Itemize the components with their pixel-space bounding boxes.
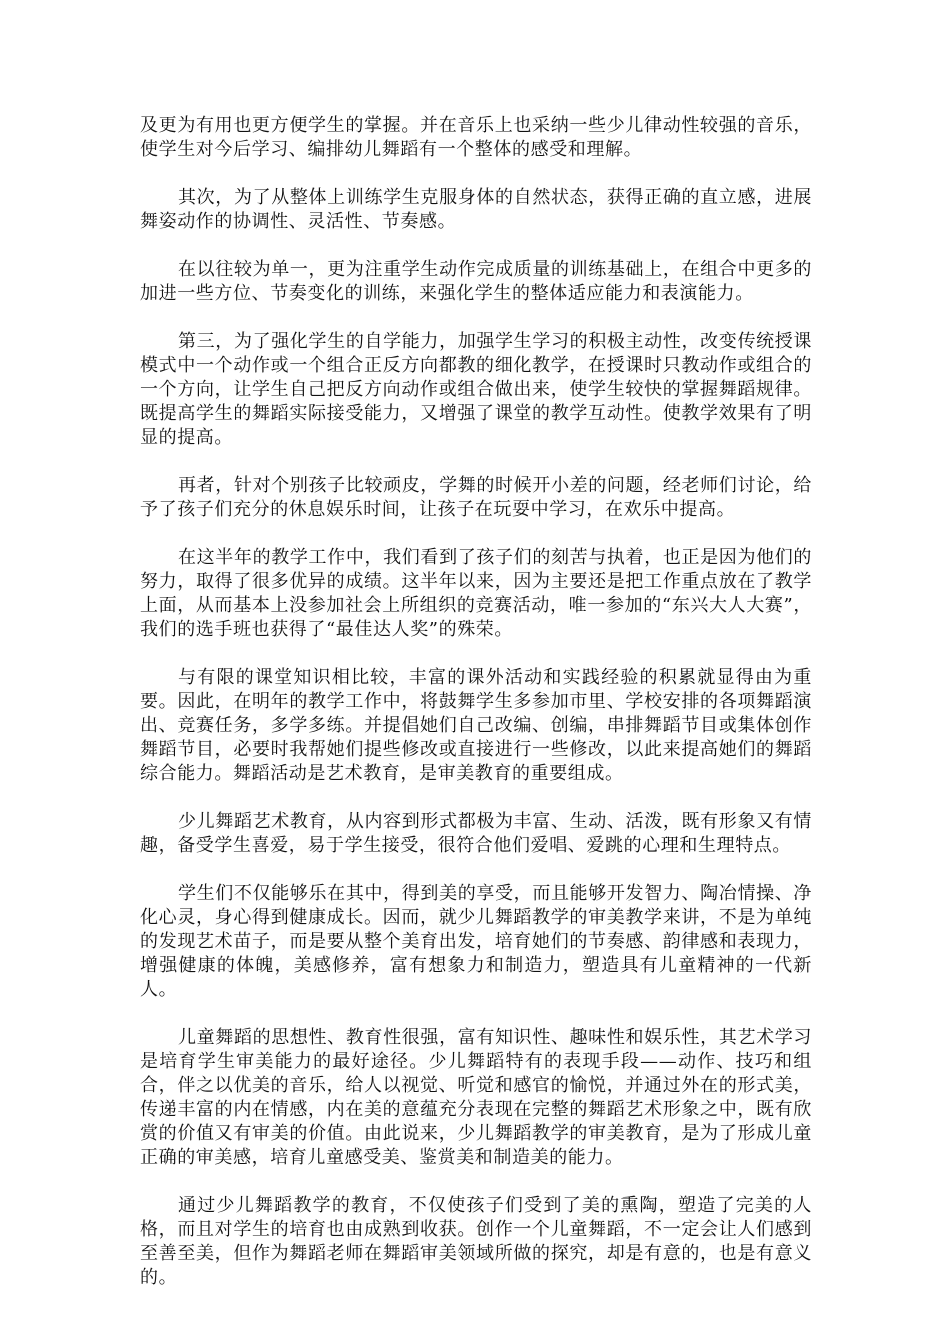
- paragraph: 在这半年的教学工作中，我们看到了孩子们的刻苦与执着，也正是因为他们的努力，取得了很多优异的成绩。这半年以来，因为主要还是把工作重点放在了教学上面，从而基本上没参加社会上所组织的竞赛活动，唯一参加的“东兴大人大赛”，我们的选手班也获得了“最佳达人奖”的殊荣。: [140, 547, 812, 640]
- paragraph: 第三，为了强化学生的自学能力，加强学生学习的积极主动性，改变传统授课模式中一个动作或一个组合正反方向都教的细化教学，在授课时只教动作或组合的一个方向，让学生自己把反方向动作或组合做出来，使学生较快的掌握舞蹈规律。既提高学生的舞蹈实际接受能力，又增强了课堂的教学互动性。使教学效果有了明显的提高。: [140, 331, 812, 448]
- paragraph: 儿童舞蹈的思想性、教育性很强，富有知识性、趣味性和娱乐性，其艺术学习是培育学生审美能力的最好途径。少儿舞蹈特有的表现手段——动作、技巧和组合，伴之以优美的音乐，给人以视觉、听觉和感官的愉悦，并通过外在的形式美，传递丰富的内在情感，内在美的意蕴充分表现在完整的舞蹈艺术形象之中，既有欣赏的价值又有审美的价值。由此说来，少儿舞蹈教学的审美教育，是为了形成儿童正确的审美感，培育儿童感受美、鉴赏美和制造美的能力。: [140, 1027, 812, 1168]
- paragraph: 再者，针对个别孩子比较顽皮，学舞的时候开小差的问题，经老师们讨论，给予了孩子们充分的休息娱乐时间，让孩子在玩耍中学习，在欢乐中提高。: [140, 475, 812, 520]
- paragraph: 少儿舞蹈艺术教育，从内容到形式都极为丰富、生动、活泼，既有形象又有情趣，备受学生喜爱，易于学生接受，很符合他们爱唱、爱跳的心理和生理特点。: [140, 811, 812, 856]
- paragraph: 通过少儿舞蹈教学的教育，不仅使孩子们受到了美的熏陶，塑造了完美的人格，而且对学生的培育也由成熟到收获。创作一个儿童舞蹈，不一定会让人们感到至善至美，但作为舞蹈老师在舞蹈审美领域所做的探究，却是有意的，也是有意义的。: [140, 1195, 812, 1288]
- paragraph: 学生们不仅能够乐在其中，得到美的享受，而且能够开发智力、陶冶情操、净化心灵，身心得到健康成长。因而，就少儿舞蹈教学的审美教学来讲，不是为单纯的发现艺术苗子，而是要从整个美育出发，培育她们的节奏感、韵律感和表现力，增强健康的体魄，美感修养，富有想象力和制造力，塑造具有儿童精神的一代新人。: [140, 883, 812, 1000]
- paragraph-continued: 及更为有用也更方便学生的掌握。并在音乐上也采纳一些少儿律动性较强的音乐，使学生对今后学习、编排幼儿舞蹈有一个整体的感受和理解。: [140, 115, 812, 160]
- document-body: [140, 114, 812, 1314]
- paragraph: 与有限的课堂知识相比较，丰富的课外活动和实践经验的积累就显得由为重要。因此，在明年的教学工作中，将鼓舞学生多参加市里、学校安排的各项舞蹈演出、竞赛任务，多学多练。并提倡她们自己改编、创编，串排舞蹈节目或集体创作舞蹈节目，必要时我帮她们提些修改或直接进行一些修改，以此来提高她们的舞蹈综合能力。舞蹈活动是艺术教育，是审美教育的重要组成。: [140, 667, 812, 784]
- paragraph: 在以往较为单一，更为注重学生动作完成质量的训练基础上，在组合中更多的加进一些方位、节奏变化的训练，来强化学生的整体适应能力和表演能力。: [140, 259, 812, 304]
- paragraph: 其次，为了从整体上训练学生克服身体的自然状态，获得正确的直立感，进展舞姿动作的协调性、灵活性、节奏感。: [140, 187, 812, 232]
